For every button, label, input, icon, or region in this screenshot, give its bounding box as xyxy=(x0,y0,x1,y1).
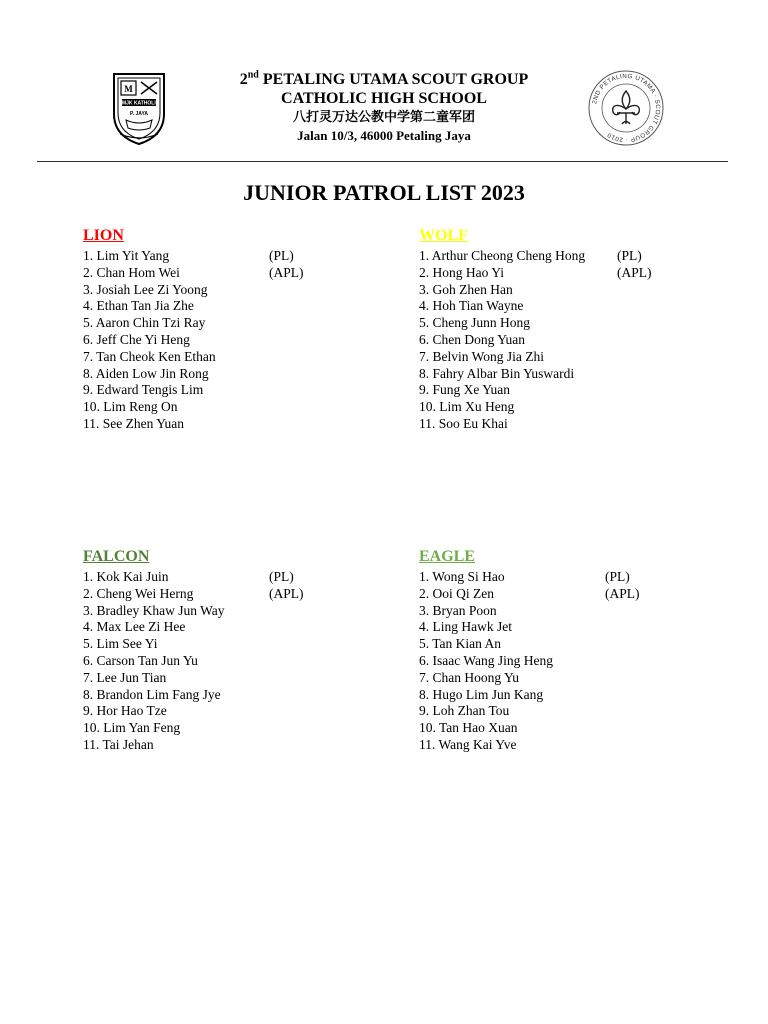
member-name: 8. Fahry Albar Bin Yuswardi xyxy=(419,365,575,381)
member-row xyxy=(83,653,393,670)
member-row xyxy=(419,636,729,653)
member-name: 1. Kok Kai Juin xyxy=(83,569,169,584)
member-row xyxy=(419,366,729,383)
member-row xyxy=(419,586,729,603)
member-row xyxy=(419,737,729,754)
member-row xyxy=(83,332,393,349)
svg-text:M: M xyxy=(124,84,133,94)
member-name: 4. Hoh Tian Wayne xyxy=(419,298,524,314)
member-row xyxy=(419,399,729,416)
member-name: 6. Jeff Che Yi Heng xyxy=(83,331,190,347)
patrol-falcon xyxy=(83,547,393,754)
member-name: 10. Lim Yan Feng xyxy=(83,720,181,736)
member-row xyxy=(83,382,393,399)
patrol-name-falcon: FALCON xyxy=(83,548,150,565)
member-row xyxy=(83,720,393,737)
address: Jalan 10/3, 46000 Petaling Jaya xyxy=(297,128,471,143)
member-role: (APL) xyxy=(605,585,640,601)
member-name: 4. Ethan Tan Jia Zhe xyxy=(83,298,194,314)
member-role: (PL) xyxy=(617,248,642,263)
member-row xyxy=(83,315,393,332)
member-name: 3. Josiah Lee Zi Yoong xyxy=(83,281,208,297)
member-role: (PL) xyxy=(269,248,294,263)
member-name: 2. Hong Hao Yi xyxy=(419,264,504,280)
member-name: 10. Lim Reng On xyxy=(83,399,178,415)
member-name: 5. Aaron Chin Tzi Ray xyxy=(83,315,206,331)
member-row xyxy=(419,619,729,636)
member-name: 2. Ooi Qi Zen xyxy=(419,585,494,601)
member-role: (APL) xyxy=(617,264,652,280)
header-divider xyxy=(37,161,728,162)
member-name: 9. Loh Zhan Tou xyxy=(419,703,510,719)
member-name: 7. Chan Hoong Yu xyxy=(419,669,519,685)
patrol-wolf xyxy=(419,226,729,433)
member-row xyxy=(83,569,393,586)
member-name: 1. Wong Si Hao xyxy=(419,569,505,584)
member-row xyxy=(419,248,729,265)
member-name: 5. Cheng Junn Hong xyxy=(419,315,530,331)
patrol-name-lion: LION xyxy=(83,227,124,244)
member-row xyxy=(83,670,393,687)
member-name: 5. Tan Kian An xyxy=(419,636,502,652)
member-row xyxy=(419,265,729,282)
member-row xyxy=(83,248,393,265)
member-list-lion xyxy=(83,248,393,433)
school-crest-icon xyxy=(110,70,168,146)
patrol-eagle xyxy=(419,547,729,754)
member-name: 8. Hugo Lim Jun Kang xyxy=(419,686,544,702)
member-row xyxy=(83,399,393,416)
member-name: 2. Cheng Wei Herng xyxy=(83,585,194,601)
member-name: 1. Arthur Cheong Cheng Hong xyxy=(419,248,586,263)
member-row xyxy=(83,349,393,366)
member-row xyxy=(83,737,393,754)
member-name: 7. Tan Cheok Ken Ethan xyxy=(83,348,216,364)
member-name: 3. Bryan Poon xyxy=(419,602,497,618)
member-name: 11. Soo Eu Khai xyxy=(419,415,508,431)
member-name: 8. Brandon Lim Fang Jye xyxy=(83,686,221,702)
member-row xyxy=(83,619,393,636)
member-name: 3. Goh Zhen Han xyxy=(419,281,513,297)
chinese-name: 八打灵万达公教中学第二童军团 xyxy=(292,110,475,125)
member-name: 6. Isaac Wang Jing Heng xyxy=(419,652,554,668)
member-name: 4. Ling Hawk Jet xyxy=(419,619,512,635)
member-row xyxy=(419,349,729,366)
page-title: JUNIOR PATROL LIST 2023 xyxy=(243,180,525,205)
patrol-name-eagle: EAGLE xyxy=(419,548,476,565)
member-row xyxy=(83,416,393,433)
patrol-name-wolf: WOLF xyxy=(419,227,468,244)
member-name: 6. Chen Dong Yuan xyxy=(419,331,525,347)
letterhead xyxy=(0,64,768,164)
member-row xyxy=(419,416,729,433)
member-row xyxy=(419,298,729,315)
member-name: 8. Aiden Low Jin Rong xyxy=(83,365,209,381)
member-row xyxy=(83,366,393,383)
member-name: 11. See Zhen Yuan xyxy=(83,415,184,431)
member-name: 11. Wang Kai Yve xyxy=(419,736,517,752)
member-name: 9. Fung Xe Yuan xyxy=(419,382,510,398)
school-name: CATHOLIC HIGH SCHOOL xyxy=(281,90,487,107)
member-role: (APL) xyxy=(269,264,304,280)
member-row xyxy=(83,636,393,653)
member-row xyxy=(83,282,393,299)
member-list-eagle xyxy=(419,569,729,754)
badge-ring-text: 2ND PETALING UTAMA · SCOUT GROUP · 2010 xyxy=(591,72,662,144)
member-name: 3. Bradley Khaw Jun Way xyxy=(83,602,225,618)
member-name: 2. Chan Hom Wei xyxy=(83,264,180,280)
member-list-falcon xyxy=(83,569,393,754)
member-row xyxy=(83,586,393,603)
member-row xyxy=(83,265,393,282)
crest-text-line-1: SMJK KATHOLIK xyxy=(118,100,160,107)
member-name: 7. Belvin Wong Jia Zhi xyxy=(419,348,545,364)
member-role: (PL) xyxy=(269,569,294,584)
member-name: 9. Hor Hao Tze xyxy=(83,703,167,719)
scout-badge-icon xyxy=(587,69,665,147)
member-row xyxy=(419,653,729,670)
member-row xyxy=(419,703,729,720)
member-row xyxy=(419,332,729,349)
member-name: 11. Tai Jehan xyxy=(83,736,154,752)
member-row xyxy=(83,298,393,315)
scout-group-name: 2nd PETALING UTAMA SCOUT GROUP xyxy=(239,69,529,88)
member-row xyxy=(419,670,729,687)
member-row xyxy=(419,569,729,586)
crest-text-line-2: P. JAYA xyxy=(130,111,148,117)
member-row xyxy=(83,603,393,620)
member-role: (PL) xyxy=(605,569,630,584)
member-role: (APL) xyxy=(269,585,304,601)
member-row xyxy=(419,603,729,620)
patrol-lion xyxy=(83,226,393,433)
member-list-wolf xyxy=(419,248,729,433)
member-name: 7. Lee Jun Tian xyxy=(83,669,167,685)
member-name: 10. Tan Hao Xuan xyxy=(419,720,518,736)
member-row xyxy=(419,315,729,332)
member-row xyxy=(419,687,729,704)
member-name: 1. Lim Yit Yang xyxy=(83,248,170,263)
member-row xyxy=(419,282,729,299)
member-name: 6. Carson Tan Jun Yu xyxy=(83,652,198,668)
member-name: 9. Edward Tengis Lim xyxy=(83,382,204,398)
member-row xyxy=(419,382,729,399)
member-name: 4. Max Lee Zi Hee xyxy=(83,619,186,635)
letterhead-text xyxy=(170,70,598,144)
member-name: 10. Lim Xu Heng xyxy=(419,399,515,415)
member-name: 5. Lim See Yi xyxy=(83,636,158,652)
member-row xyxy=(83,687,393,704)
member-row xyxy=(83,703,393,720)
member-row xyxy=(419,720,729,737)
